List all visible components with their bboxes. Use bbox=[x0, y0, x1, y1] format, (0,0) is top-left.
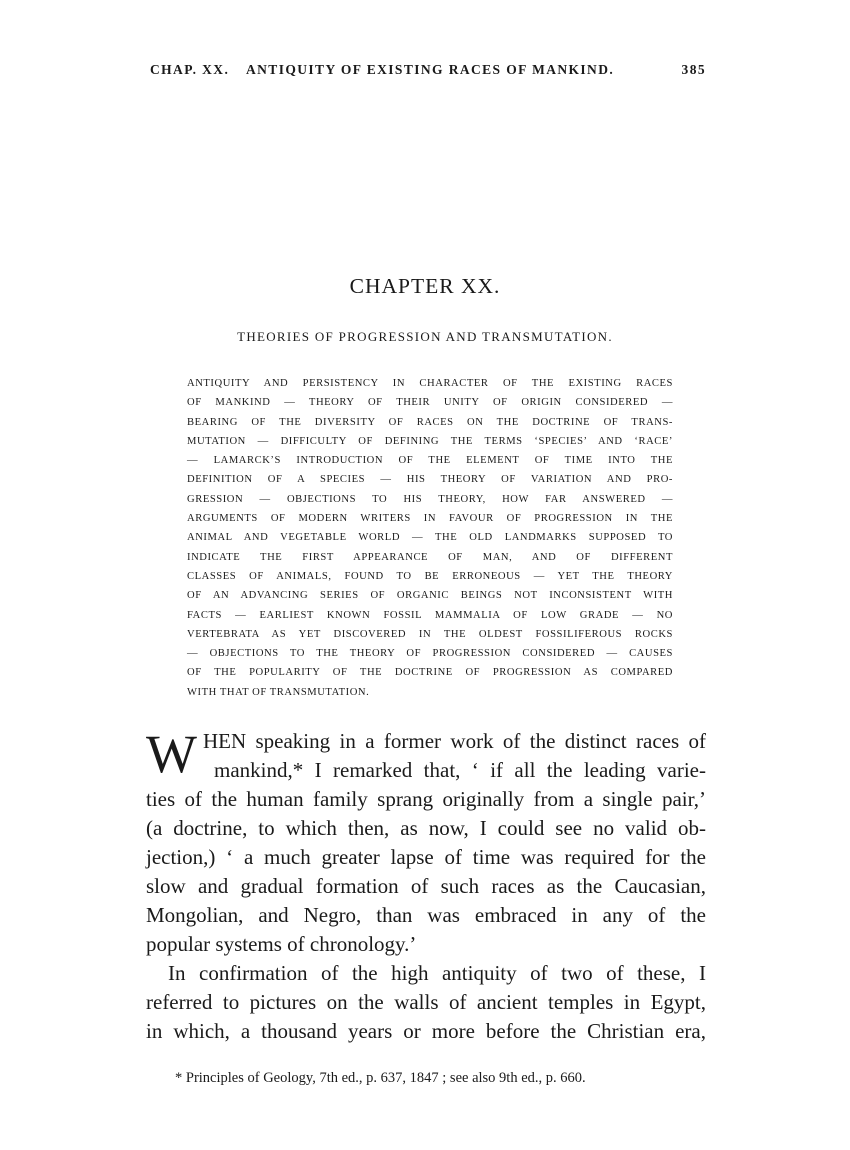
summary-line: DEFINITION OF A SPECIES — HIS THEORY OF VARIATION AND PRO- bbox=[187, 474, 673, 486]
footnote: * Principles of Geology, 7th ed., p. 637, 1847 ; see also 9th ed., p. 660. bbox=[175, 1070, 586, 1086]
chapter-subtitle: THEORIES OF PROGRESSION AND TRANSMUTATION. bbox=[237, 329, 613, 344]
body-line: Mongolian, and Negro, than was embraced in any of the bbox=[146, 903, 706, 927]
body-line: popular systems of chronology.’ bbox=[146, 932, 417, 956]
running-head bbox=[150, 62, 706, 78]
summary-line: ARGUMENTS OF MODERN WRITERS IN FAVOUR OF PROGRESSION IN THE bbox=[187, 513, 673, 525]
summary-line: — OBJECTIONS TO THE THEORY OF PROGRESSION CONSIDERED — CAUSES bbox=[187, 648, 673, 660]
summary-line: INDICATE THE FIRST APPEARANCE OF MAN, AND OF DIFFERENT bbox=[187, 551, 673, 563]
running-head-title: ANTIQUITY OF EXISTING RACES OF MANKIND. bbox=[246, 62, 615, 77]
drop-cap: W bbox=[146, 724, 197, 784]
body-line: jection,) ‘ a much greater lapse of time was required for the bbox=[146, 845, 706, 869]
summary-line: FACTS — EARLIEST KNOWN FOSSIL MAMMALIA OF LOW GRADE — NO bbox=[187, 609, 673, 621]
body-text bbox=[146, 724, 706, 1046]
body-line: HEN speaking in a former work of the distinct races of bbox=[202, 729, 706, 753]
body-line: referred to pictures on the walls of ancient temples in Egypt, bbox=[146, 990, 706, 1014]
summary-line: OF THE POPULARITY OF THE DOCTRINE OF PROGRESSION AS COMPARED bbox=[187, 667, 673, 679]
summary-line: WITH THAT OF TRANSMUTATION. bbox=[187, 686, 370, 698]
summary-line: GRESSION — OBJECTIONS TO HIS THEORY, HOW FAR ANSWERED — bbox=[187, 493, 673, 505]
summary-line: VERTEBRATA AS YET DISCOVERED IN THE OLDEST FOSSILIFEROUS ROCKS bbox=[187, 628, 673, 640]
body-line: In confirmation of the high antiquity of two of these, I bbox=[168, 961, 706, 985]
summary-line: — LAMARCK’S INTRODUCTION OF THE ELEMENT OF TIME INTO THE bbox=[187, 455, 673, 467]
page-number: 385 bbox=[681, 62, 706, 77]
chapter-title: CHAPTER XX. bbox=[349, 274, 501, 298]
summary-line: BEARING OF THE DIVERSITY OF RACES ON THE DOCTRINE OF TRANS- bbox=[187, 416, 673, 428]
body-line: (a doctrine, to which then, as now, I could see no valid ob- bbox=[146, 816, 706, 840]
summary-line: ANTIQUITY AND PERSISTENCY IN CHARACTER OF THE EXISTING RACES bbox=[187, 378, 673, 389]
body-line: slow and gradual formation of such races as the Caucasian, bbox=[146, 874, 706, 898]
chapter-summary bbox=[187, 374, 673, 702]
summary-line: MUTATION — DIFFICULTY OF DEFINING THE TERMS ‘SPECIES’ AND ‘RACE’ bbox=[187, 435, 673, 447]
summary-line: CLASSES OF ANIMALS, FOUND TO BE ERRONEOUS — YET THE THEORY bbox=[187, 570, 673, 582]
running-head-chapter: CHAP. XX. bbox=[150, 62, 230, 77]
body-line: mankind,* I remarked that, ‘ if all the leading varie- bbox=[214, 758, 706, 782]
body-line: ties of the human family sprang originally from a single pair,’ bbox=[146, 787, 706, 811]
summary-line: ANIMAL AND VEGETABLE WORLD — THE OLD LANDMARKS SUPPOSED TO bbox=[187, 532, 673, 544]
summary-line: OF MANKIND — THEORY OF THEIR UNITY OF ORIGIN CONSIDERED — bbox=[187, 397, 673, 409]
body-line: in which, a thousand years or more before the Christian era, bbox=[146, 1019, 706, 1043]
summary-line: OF AN ADVANCING SERIES OF ORGANIC BEINGS NOT INCONSISTENT WITH bbox=[187, 590, 673, 602]
